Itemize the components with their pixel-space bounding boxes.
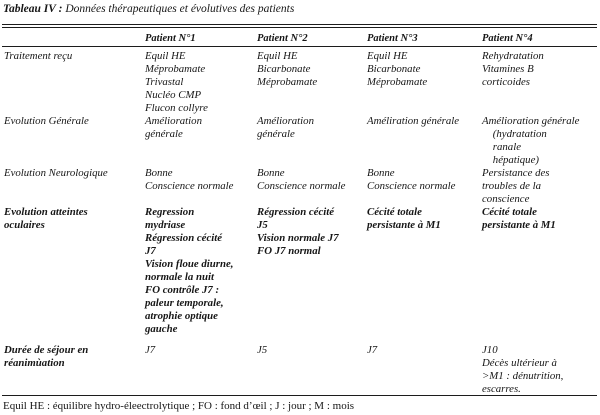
- cell-line: Méprobamate: [257, 76, 318, 88]
- table-cell-patient-2: [255, 50, 365, 115]
- table-cell-patient-4: [480, 167, 597, 206]
- table-cell-patient-4: [480, 115, 597, 167]
- table-cell-patient-3: [365, 344, 480, 396]
- cell-line: Méprobamate: [367, 76, 428, 88]
- cell-line: troubles de la: [482, 180, 541, 192]
- cell-line: >M1 : dénutrition,: [482, 370, 564, 382]
- cell-line: J7: [145, 344, 156, 356]
- table-body: [2, 47, 597, 395]
- table-cell-patient-1: [143, 206, 255, 344]
- cell-line: J10: [482, 344, 498, 356]
- cell-line: J5: [257, 219, 268, 231]
- cell-line: Vision floue diurne,: [145, 258, 234, 270]
- cell-line: Régression cécité: [145, 232, 223, 244]
- cell-line: réanimùation: [4, 357, 65, 369]
- cell-line: Décès ultérieur à: [482, 357, 557, 369]
- table-row: [2, 344, 597, 395]
- cell-line: corticoides: [482, 76, 530, 88]
- cell-line: Amélioration: [145, 115, 202, 127]
- table-row: [2, 206, 597, 344]
- row-label: [2, 206, 143, 344]
- table-cell-patient-3: [365, 167, 480, 206]
- table-cell-patient-4: [480, 50, 597, 115]
- cell-line: (hydratation: [482, 128, 547, 140]
- table-cell-patient-1: [143, 50, 255, 115]
- table-cell-patient-2: [255, 167, 365, 206]
- cell-line: Bonne: [257, 167, 285, 179]
- cell-line: persistante à M1: [482, 219, 556, 231]
- cell-line: Bicarbonate: [367, 63, 421, 75]
- column-header-patient-2: Patient N°2: [257, 33, 308, 44]
- cell-line: J5: [257, 344, 268, 356]
- table-row: [2, 50, 597, 115]
- cell-line: Conscience normale: [367, 180, 456, 192]
- cell-line: oculaires: [4, 219, 45, 231]
- cell-line: Equil HE: [257, 50, 298, 62]
- table-row: [2, 115, 597, 167]
- cell-line: Traitement reçu: [4, 50, 73, 62]
- row-label: [2, 50, 143, 115]
- cell-line: Nucléo CMP: [145, 89, 202, 101]
- cell-line: ranale: [482, 141, 521, 153]
- table-title-text: Données thérapeutiques et évolutives des patients: [62, 3, 295, 15]
- cell-line: FO J7 normal: [257, 245, 321, 257]
- cell-line: Bonne: [145, 167, 173, 179]
- cell-line: atrophie optique: [145, 310, 218, 322]
- table-cell-patient-2: [255, 115, 365, 167]
- row-label: [2, 167, 143, 206]
- cell-line: Evolution Neurologique: [4, 167, 108, 179]
- cell-line: Vision normale J7: [257, 232, 339, 244]
- cell-line: Equil HE: [367, 50, 408, 62]
- table-cell-patient-1: [143, 167, 255, 206]
- cell-line: Trivastal: [145, 76, 184, 88]
- cell-line: J7: [367, 344, 378, 356]
- footnote: Equil HE : équilibre hydro-éleectrolytique ; FO : fond d’œil ; J : jour ; M : mois: [3, 400, 355, 412]
- column-header-patient-4: Patient N°4: [482, 33, 533, 44]
- table-row: [2, 167, 597, 206]
- cell-line: Conscience normale: [257, 180, 346, 192]
- table-header-row: [2, 28, 597, 47]
- table-cell-patient-3: [365, 115, 480, 167]
- cell-line: Durée de séjour en: [4, 344, 89, 356]
- table-cell-patient-3: [365, 206, 480, 344]
- cell-line: Vitamines B: [482, 63, 534, 75]
- cell-line: Cécité totale: [367, 206, 422, 218]
- cell-line: Bonne: [367, 167, 395, 179]
- cell-line: normale la nuit: [145, 271, 214, 283]
- cell-line: gauche: [145, 323, 178, 335]
- table-cell-patient-1: [143, 344, 255, 396]
- cell-line: mydriase: [145, 219, 186, 231]
- table-cell-patient-4: [480, 344, 597, 396]
- column-header-patient-3: Patient N°3: [367, 33, 418, 44]
- cell-line: Cécité totale: [482, 206, 537, 218]
- cell-line: Conscience normale: [145, 180, 234, 192]
- cell-line: hépatique): [482, 154, 539, 166]
- cell-line: Flucon collyre: [145, 102, 208, 114]
- cell-line: persistante à M1: [367, 219, 441, 231]
- cell-line: conscience: [482, 193, 530, 205]
- row-label: [2, 115, 143, 167]
- table-title: [3, 3, 294, 15]
- cell-line: Bicarbonate: [257, 63, 311, 75]
- cell-line: Evolution Générale: [4, 115, 89, 127]
- table-cell-patient-1: [143, 115, 255, 167]
- cell-line: Rehydratation: [482, 50, 544, 62]
- cell-line: générale: [257, 128, 295, 140]
- table-cell-patient-2: [255, 344, 365, 396]
- row-label: [2, 344, 143, 396]
- table-cell-patient-4: [480, 206, 597, 344]
- cell-line: Regression: [145, 206, 195, 218]
- table-cell-patient-2: [255, 206, 365, 344]
- cell-line: J7: [145, 245, 156, 257]
- cell-line: Equil HE: [145, 50, 186, 62]
- table-cell-patient-3: [365, 50, 480, 115]
- cell-line: générale: [145, 128, 183, 140]
- cell-line: paleur temporale,: [145, 297, 224, 309]
- cell-line: escarres.: [482, 383, 521, 395]
- cell-line: Evolution atteintes: [4, 206, 88, 218]
- cell-line: Amélioration: [257, 115, 314, 127]
- cell-line: Améliration générale: [367, 115, 460, 127]
- column-header-patient-1: Patient N°1: [145, 33, 196, 44]
- cell-line: Méprobamate: [145, 63, 206, 75]
- main-table: [2, 24, 597, 412]
- cell-line: Amélioration générale: [482, 115, 580, 127]
- cell-line: Régression cécité: [257, 206, 335, 218]
- cell-line: FO contrôle J7 :: [145, 284, 220, 296]
- table-title-label: Tableau IV :: [3, 3, 63, 15]
- cell-line: Persistance des: [482, 167, 550, 179]
